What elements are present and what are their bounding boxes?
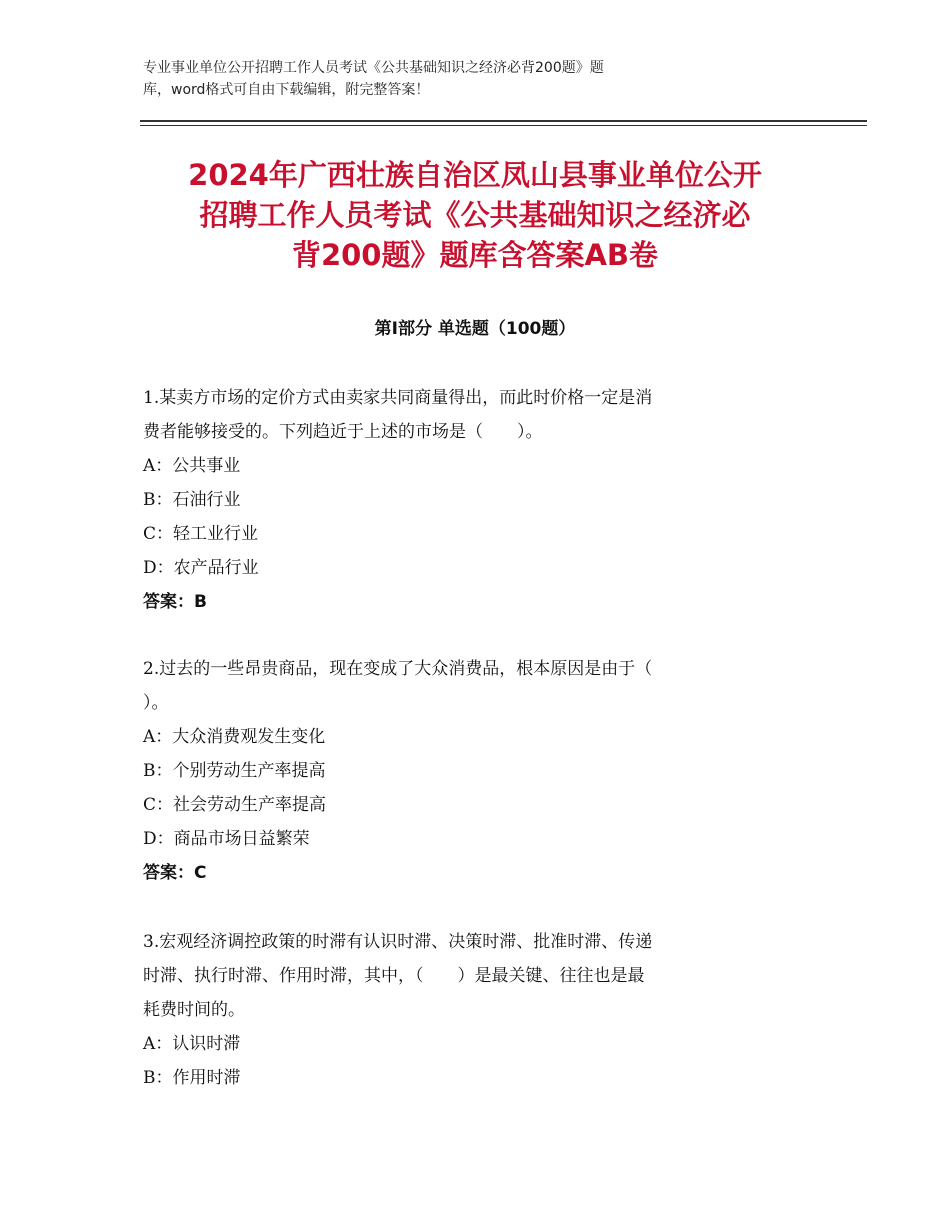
question-1 — [143, 381, 803, 619]
answer: 答案：B — [143, 592, 207, 612]
section-heading: 第Ⅰ部分 单选题（100题） — [374, 319, 576, 339]
option-b: B：石油行业 — [143, 490, 241, 510]
question-stem-line: 2.过去的一些昂贵商品，现在变成了大众消费品，根本原因是由于（ — [143, 659, 653, 679]
answer: 答案：C — [143, 863, 207, 883]
option-a: A：认识时滞 — [143, 1034, 241, 1054]
title-line: 招聘工作人员考试《公共基础知识之经济必 — [199, 198, 751, 232]
option-a: A：大众消费观发生变化 — [143, 727, 326, 747]
question-stem-line: 1.某卖方市场的定价方式由卖家共同商量得出，而此时价格一定是消 — [143, 388, 653, 408]
document-header — [143, 57, 783, 101]
option-b: B：个别劳动生产率提高 — [143, 761, 326, 781]
option-c: C：轻工业行业 — [143, 524, 259, 544]
header-line: 库，word格式可自由下载编辑，附完整答案！ — [143, 82, 430, 98]
option-c: C：社会劳动生产率提高 — [143, 795, 327, 815]
question-stem-line: 耗费时间的。 — [143, 1000, 245, 1020]
question-stem-line: ）。 — [143, 693, 169, 713]
question-3 — [143, 925, 803, 1095]
question-2 — [143, 652, 803, 890]
option-d: D：商品市场日益繁荣 — [143, 829, 310, 849]
option-d: D：农产品行业 — [143, 558, 259, 578]
title-line: 2024年广西壮族自治区凤山县事业单位公开 — [188, 158, 762, 192]
question-stem-line: 费者能够接受的。下列趋近于上述的市场是（ ）。 — [143, 422, 543, 442]
header-divider-thick — [140, 120, 867, 122]
question-stem-line: 3.宏观经济调控政策的时滞有认识时滞、决策时滞、批准时滞、传递 — [143, 932, 653, 952]
header-divider-thin — [140, 125, 867, 126]
title-line: 背200题》题库含答案AB卷 — [291, 238, 659, 272]
question-stem-line: 时滞、执行时滞、作用时滞，其中，（ ）是最关键、往往也是最 — [143, 966, 645, 986]
header-line: 专业事业单位公开招聘工作人员考试《公共基础知识之经济必背200题》题 — [143, 60, 604, 76]
document-title — [120, 155, 830, 275]
option-a: A：公共事业 — [143, 456, 241, 476]
option-b: B：作用时滞 — [143, 1068, 241, 1088]
